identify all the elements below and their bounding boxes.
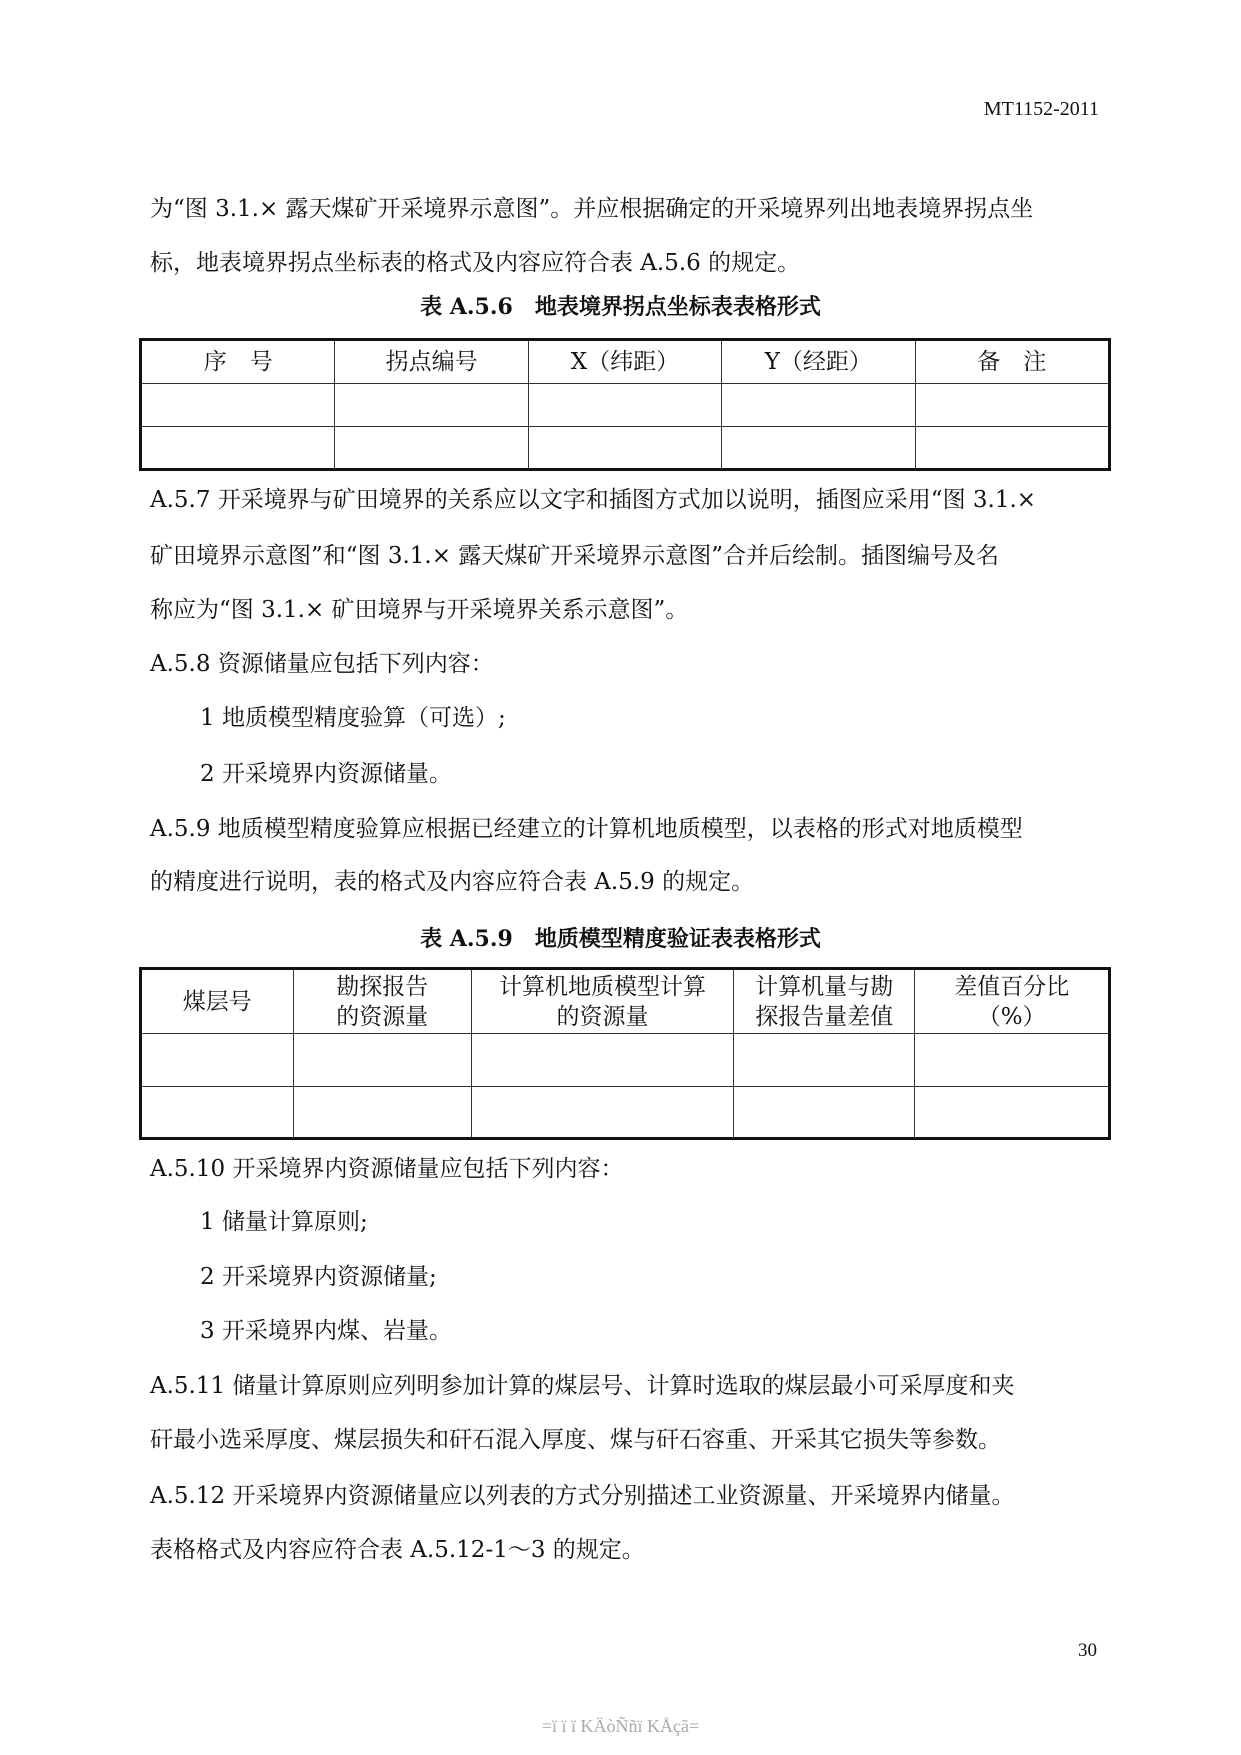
- list-item: 3 开采境界内煤、岩量。: [200, 1318, 452, 1344]
- table-row: [141, 427, 1110, 470]
- paragraph-line: 矸最小选采厚度、煤层损失和矸石混入厚度、煤与矸石容重、开采其它损失等参数。: [150, 1427, 1001, 1453]
- list-item: 2 开采境界内资源储量;: [200, 1264, 437, 1290]
- table-a56: [139, 338, 1111, 471]
- document-id: MT1152-2011: [983, 98, 1099, 120]
- paragraph-line: 为“图 3.1.× 露天煤矿开采境界示意图”。并应根据确定的开采境界列出地表境界拐点坐: [150, 196, 1034, 222]
- list-item: 1 储量计算原则;: [200, 1209, 368, 1235]
- paragraph-line: A.5.12 开采境界内资源储量应以列表的方式分别描述工业资源量、开采境界内储量。: [150, 1483, 1015, 1509]
- list-item: 2 开采境界内资源储量。: [200, 761, 452, 787]
- paragraph-line: 表格格式及内容应符合表 A.5.12-1～3 的规定。: [150, 1537, 645, 1563]
- table2-caption: 表 A.5.9 地质模型精度验证表表格形式: [420, 926, 821, 952]
- header-cell: X（纬距）: [528, 340, 721, 384]
- header-cell: 勘探报告 的资源量: [293, 969, 471, 1034]
- page-number: 30: [1078, 1640, 1097, 1661]
- list-item: 1 地质模型精度验算（可选）;: [200, 705, 506, 731]
- table1-caption: 表 A.5.6 地表境界拐点坐标表表格形式: [420, 294, 821, 320]
- paragraph-line: A.5.8 资源储量应包括下列内容：: [150, 651, 494, 677]
- header-cell: 计算机地质模型计算 的资源量: [471, 969, 733, 1034]
- header-cell: 拐点编号: [335, 340, 528, 384]
- header-cell: 差值百分比 （%）: [915, 969, 1110, 1034]
- paragraph-line: A.5.10 开采境界内资源储量应包括下列内容：: [150, 1156, 624, 1182]
- header-cell: 煤层号: [141, 969, 294, 1034]
- table-row: [141, 384, 1110, 427]
- header-cell: 计算机量与勘 探报告量差值: [734, 969, 915, 1034]
- paragraph-line: A.5.9 地质模型精度验算应根据已经建立的计算机地质模型，以表格的形式对地质模型: [150, 816, 1023, 842]
- paragraph-line: 标，地表境界拐点坐标表的格式及内容应符合表 A.5.6 的规定。: [150, 250, 801, 276]
- paragraph-line: A.5.7 开采境界与矿田境界的关系应以文字和插图方式加以说明，插图应采用“图 3.1.×: [150, 487, 1037, 513]
- header-cell: 备 注: [915, 340, 1109, 384]
- paragraph-line: 称应为“图 3.1.× 矿田境界与开采境界关系示意图”。: [150, 597, 689, 623]
- paragraph-line: 的精度进行说明，表的格式及内容应符合表 A.5.9 的规定。: [150, 869, 755, 895]
- header-cell: 序 号: [141, 340, 335, 384]
- paragraph-line: A.5.11 储量计算原则应列明参加计算的煤层号、计算时选取的煤层最小可采厚度和夹: [150, 1373, 1015, 1399]
- table-a59: [139, 967, 1111, 1140]
- header-cell: Y（经距）: [722, 340, 915, 384]
- table-row: [141, 1034, 1110, 1087]
- table-header-row: [141, 340, 1110, 384]
- table-header-row: [141, 969, 1110, 1034]
- paragraph-line: 矿田境界示意图”和“图 3.1.× 露天煤矿开采境界示意图”合并后绘制。插图编号及名: [150, 543, 1000, 569]
- table-row: [141, 1087, 1110, 1139]
- watermark: =ï ï ï KÄòÑñï KÅçã=: [541, 1716, 700, 1736]
